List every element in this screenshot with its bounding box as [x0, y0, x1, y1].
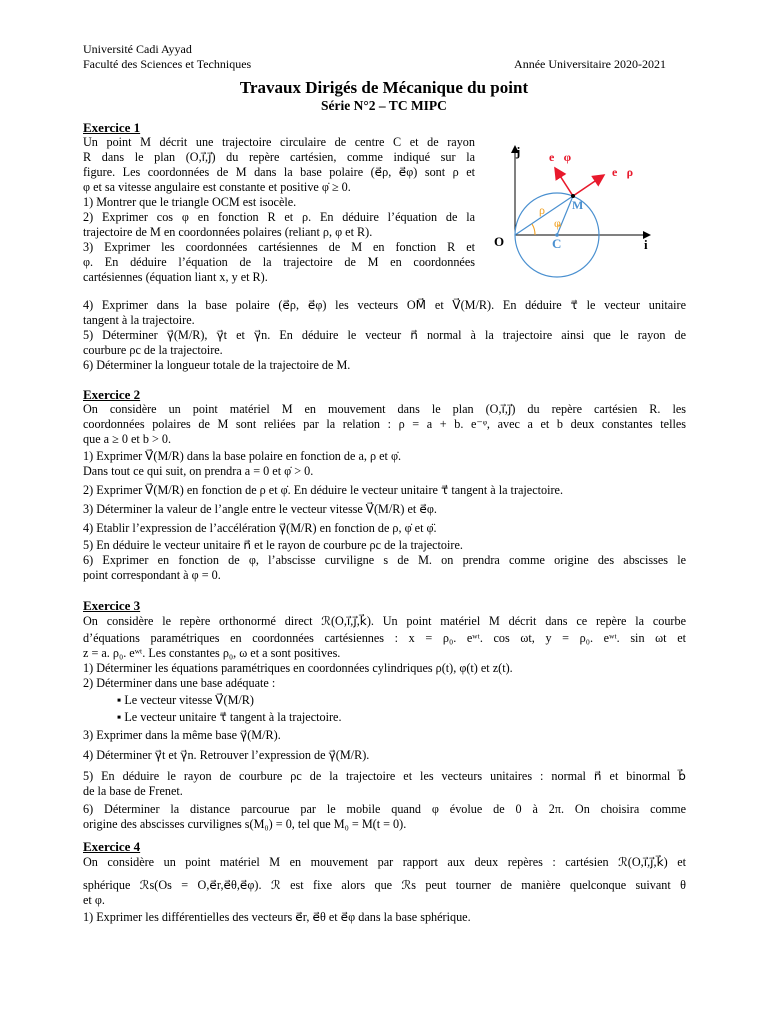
text-line: 5) En déduire le rayon de courbure ρc de la trajectoire et les vecteurs unitaires : normal n⃗ et binormal b⃗	[83, 769, 686, 783]
exercise-1-questions	[83, 298, 686, 373]
text-line: tangent à la trajectoire.	[83, 313, 195, 327]
text-line: que a ≥ 0 et b > 0.	[83, 432, 172, 446]
vector-e-phi	[555, 168, 573, 196]
text-line: 1) Déterminer les équations paramétriques en coordonnées cylindriques ρ(t), φ(t) et z(t).	[83, 661, 513, 675]
text-line: cartésiennes (équation liant x, y et R).	[83, 270, 268, 284]
exercise-4-text	[83, 855, 686, 925]
text-line: de la base de Frenet.	[83, 784, 183, 798]
exercise-2-text	[83, 402, 686, 583]
text-line: 6) Déterminer la longueur totale de la trajectoire de M.	[83, 358, 351, 372]
text-line: 3) Exprimer les coordonnées cartésiennes de M en fonction R et	[83, 240, 475, 254]
text-line: On considère un point matériel M en mouvement par rapport aux deux repères : cartésien ℛ(O,i⃗,j⃗,k⃗) et	[83, 855, 686, 869]
text-line: 5) En déduire le vecteur unitaire n⃗ et le rayon de courbure ρc de la trajectoire.	[83, 538, 463, 552]
vector-e-rho	[573, 175, 604, 196]
label-O: O	[494, 234, 505, 249]
angle-arc-rho	[532, 224, 535, 235]
exercise-4-title: Exercice 4	[83, 839, 141, 854]
text-line: On considère un point matériel M en mouvement dans le plan (O,i⃗,j⃗) du repère cartésien R. les	[83, 402, 686, 416]
text-line: origine des abscisses curvilignes s(M₀) = 0, tel que M₀ = M(t = 0).	[83, 817, 407, 831]
text-line: φ et sa vitesse angulaire est constante et positive φ̇ ≥ 0.	[83, 180, 351, 194]
exercise-2-title: Exercice 2	[83, 387, 141, 402]
bullet-item: ▪ Le vecteur unitaire τ⃗ tangent à la trajectoire.	[117, 710, 342, 724]
trajectory-figure	[490, 138, 680, 288]
text-line: 4) Déterminer γ⃗t et γ⃗n. Retrouver l’expression de γ⃗(M/R).	[83, 748, 370, 762]
text-line: On considère le repère orthonormé direct ℛ(O,i⃗,j⃗,k⃗). Un point matériel M décrit dans ce repère la courbe	[83, 614, 686, 628]
document-subtitle: Série N°2 – TC MIPC	[321, 98, 447, 113]
exercise-1-text	[83, 135, 475, 285]
label-phi: φ	[554, 216, 561, 230]
text-line: z = a. ρ₀. eʷᵗ. Les constantes ρ₀, ω et a sont positives.	[83, 646, 341, 660]
text-line: 1) Montrer que le triangle OCM est isocèle.	[83, 195, 297, 209]
bullet-item: ▪ Le vecteur vitesse V⃗(M/R)	[117, 693, 254, 707]
text-line: Un point M décrit une trajectoire circulaire de centre C et de rayon	[83, 135, 475, 149]
text-line: 3) Déterminer la valeur de l’angle entre le vecteur vitesse V⃗(M/R) et e⃗φ.	[83, 502, 437, 516]
text-line: 1) Exprimer V⃗(M/R) dans la base polaire en fonction de a, ρ et φ̇.	[83, 449, 402, 463]
document-title: Travaux Dirigés de Mécanique du point	[239, 78, 529, 97]
label-e-rho: e⃗ρ	[612, 165, 634, 179]
text-line: 2) Exprimer V⃗(M/R) en fonction de ρ et φ̇. En déduire le vecteur unitaire τ⃗ tangent à la trajectoire.	[83, 483, 564, 497]
text-line: d’équations paramétriques en coordonnées cartésiennes : x = ρ₀. eʷᵗ. cos ωt, y = ρ₀. eʷᵗ. sin ωt et	[83, 631, 686, 645]
text-line: trajectoire de M en coordonnées polaires (reliant ρ, φ et R).	[83, 225, 373, 239]
text-line: et φ.	[83, 893, 105, 907]
text-line: 6) Exprimer en fonction de φ, l’abscisse curviligne s de M. on prendra comme origine des abscisses le	[83, 553, 686, 567]
text-line: 1) Exprimer les différentielles des vecteurs e⃗r, e⃗θ et e⃗φ dans la base sphérique.	[83, 910, 471, 924]
label-j: j⃗	[516, 144, 531, 159]
text-line: R dans le plan (O,i⃗,j⃗) du repère cartésien, comme indiqué sur la	[83, 150, 475, 164]
text-line: point correspondant à φ = 0.	[83, 568, 221, 582]
text-line: 2) Déterminer dans une base adéquate :	[83, 676, 276, 690]
text-line: sphérique ℛs(Os = O,e⃗r,e⃗θ,e⃗φ). ℛ est fixe alors que ℛs peut tourner de manière quelconque suivant θ	[83, 878, 686, 892]
text-line: figure. Les coordonnées de M dans la base polaire (e⃗ρ, e⃗φ) sont ρ et	[83, 165, 475, 179]
label-i: i⃗	[644, 237, 658, 252]
text-line: 6) Déterminer la distance parcourue par le mobile quand φ évolue de 0 à 2π. On choisira comme	[83, 802, 686, 816]
academic-year: Année Universitaire 2020-2021	[514, 57, 666, 71]
text-line: 2) Exprimer cos φ en fonction R et ρ. En déduire l’équation de la	[83, 210, 475, 224]
faculty-name: Faculté des Sciences et Techniques	[83, 57, 252, 71]
label-e-phi: e⃗φ	[549, 150, 572, 164]
label-C: C	[552, 236, 562, 251]
text-line: courbure ρc de la trajectoire.	[83, 343, 223, 357]
label-rho: ρ	[539, 203, 545, 217]
university-name: Université Cadi Ayyad	[83, 42, 192, 56]
text-line: 4) Exprimer dans la base polaire (e⃗ρ, e⃗φ) les vecteurs OM⃗ et V⃗(M/R). En déduire τ⃗ le vecteur unitaire	[83, 298, 686, 312]
label-M: M	[572, 198, 584, 212]
text-line: 3) Exprimer dans la même base γ⃗(M/R).	[83, 728, 281, 742]
text-line: Dans tout ce qui suit, on prendra a = 0 et φ̇ > 0.	[83, 464, 314, 478]
text-line: 5) Déterminer γ⃗(M/R), γ⃗t et γ⃗n. En déduire le vecteur n⃗ normal à la trajectoire ainsi que le rayon de	[83, 328, 686, 342]
text-line: 4) Etablir l’expression de l’accélération γ⃗(M/R) en fonction de ρ, φ̇ et φ̈.	[83, 521, 437, 535]
text-line: φ. En déduire l’équation de la trajectoire de M en coordonnées	[83, 255, 475, 269]
exercise-3-title: Exercice 3	[83, 598, 141, 613]
exercise-1-title: Exercice 1	[83, 120, 141, 135]
text-line: coordonnées polaires de M sont reliées par la relation : ρ = a + b. e⁻ᵠ, avec a et b deux constantes telles	[83, 417, 686, 431]
exercise-3-text	[83, 614, 686, 832]
